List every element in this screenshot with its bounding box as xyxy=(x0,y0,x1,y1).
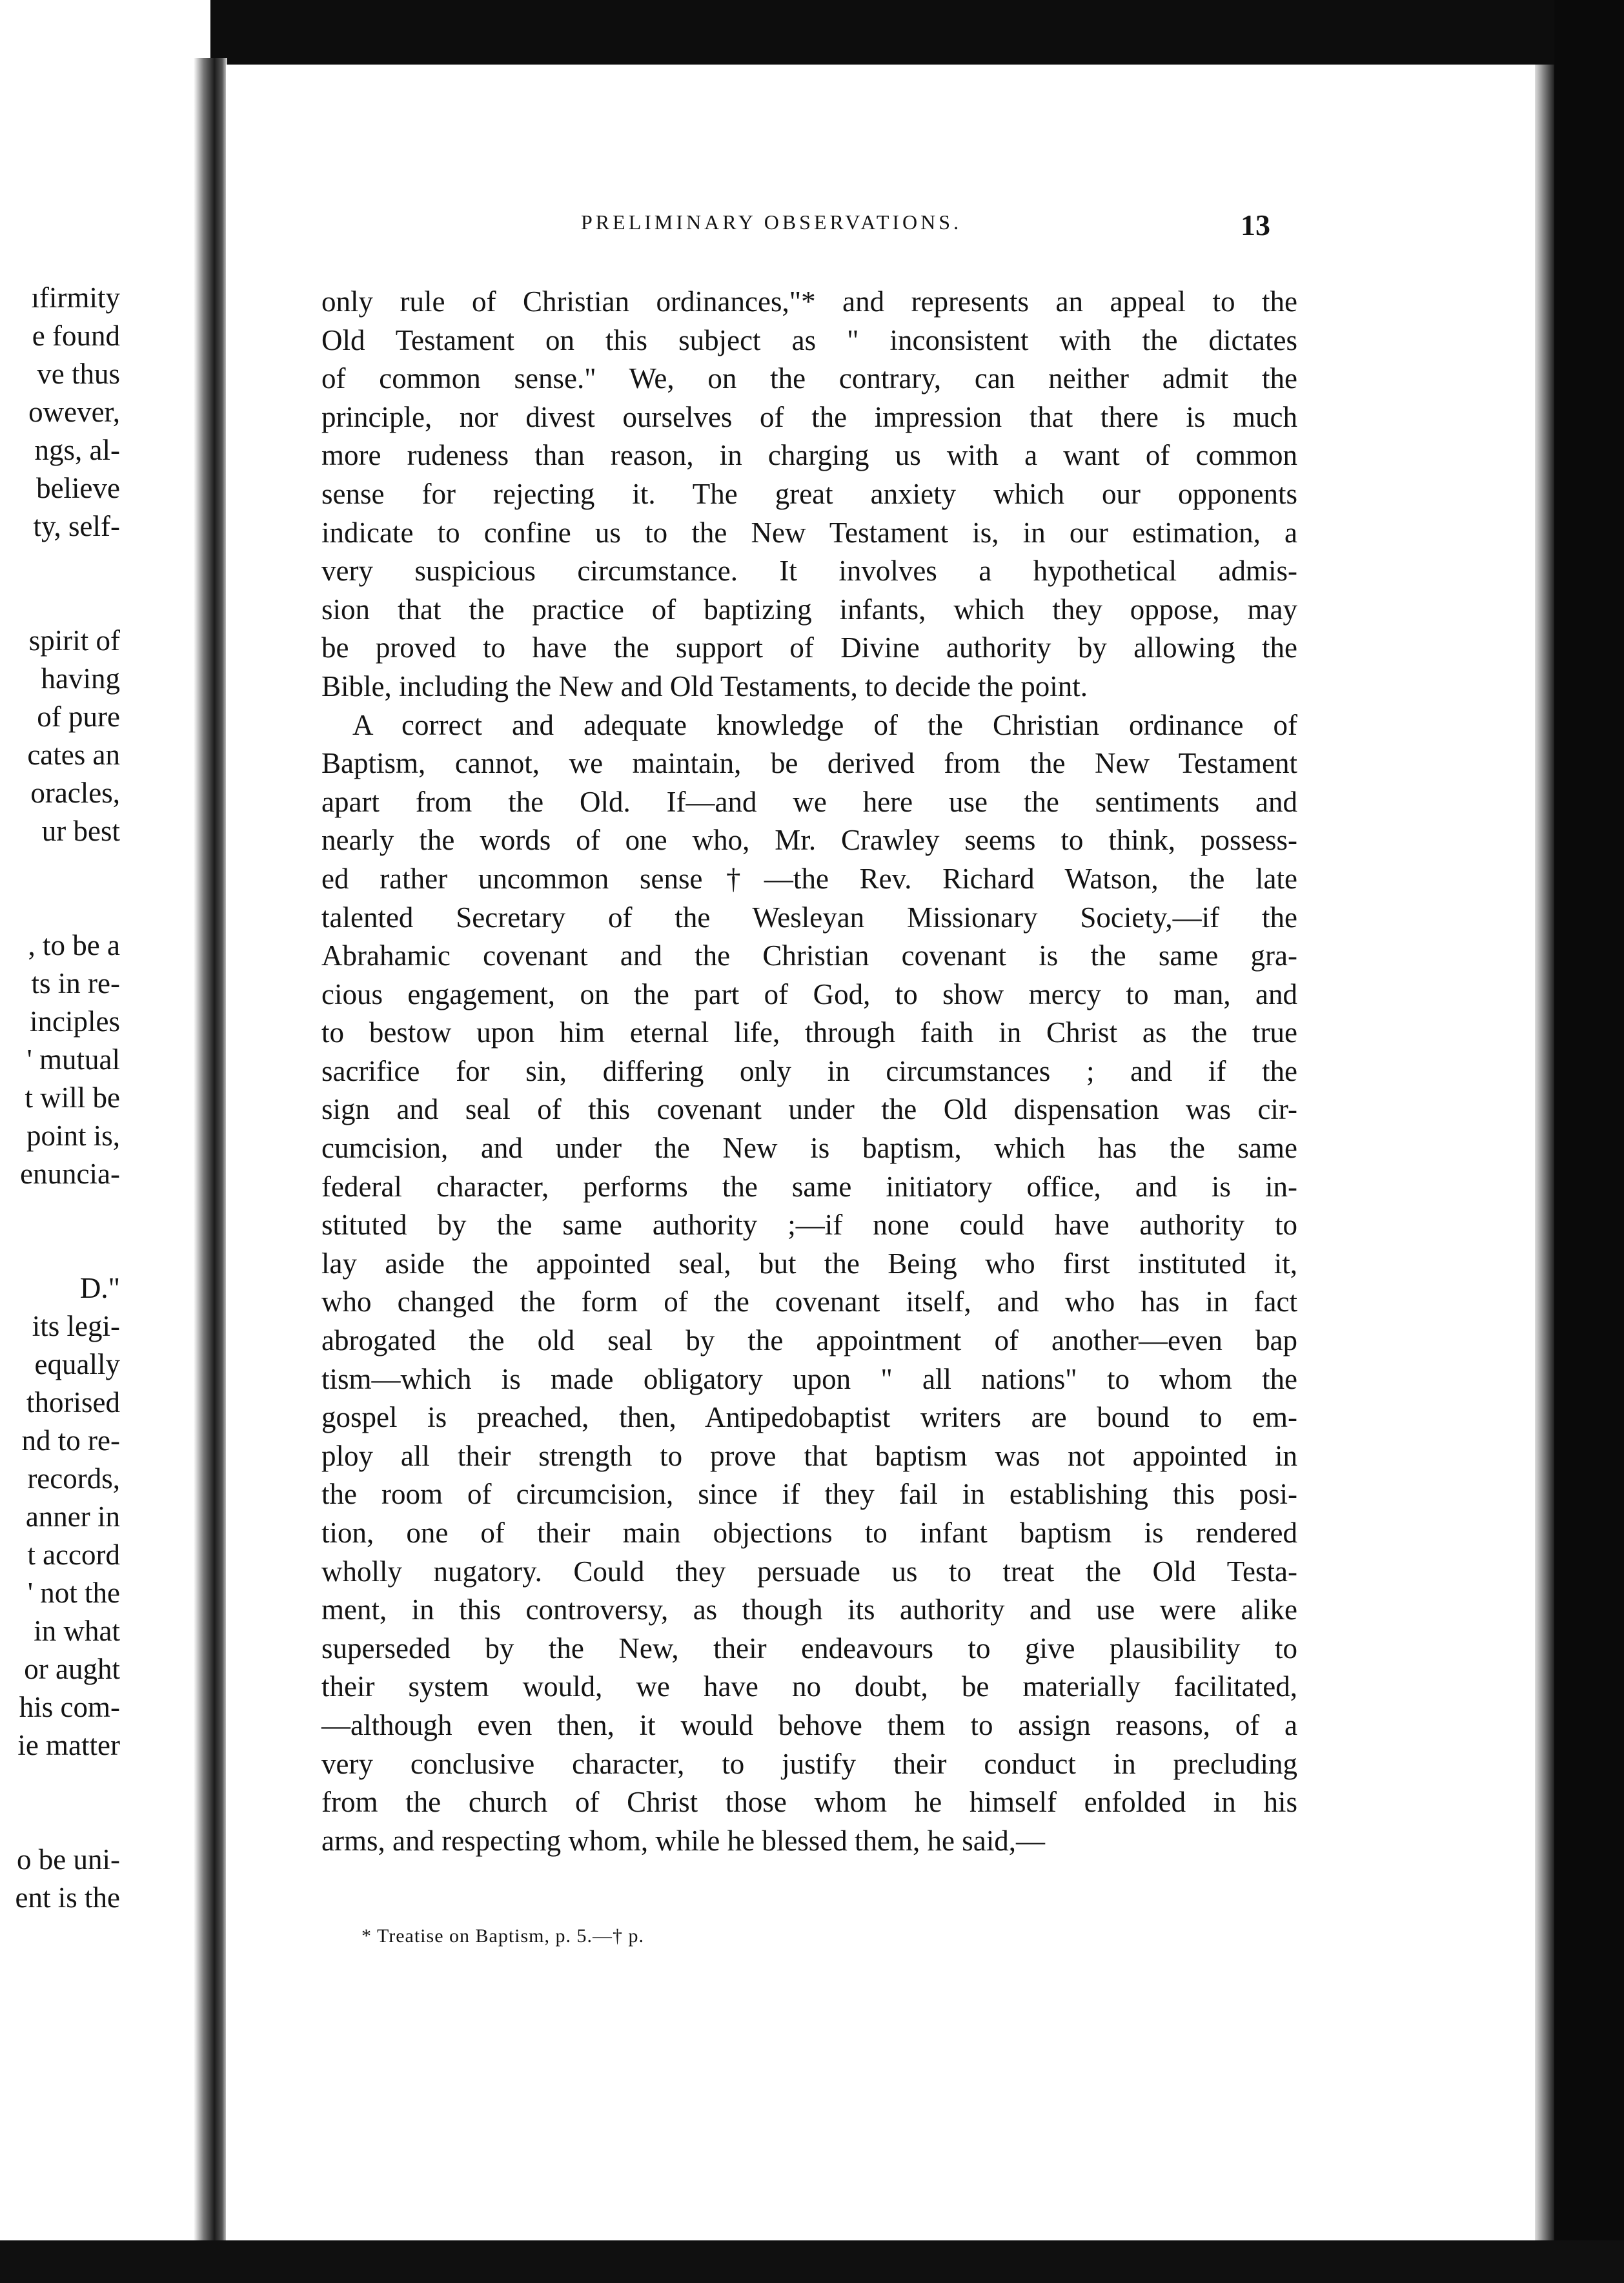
body-line: their system would, we have no doubt, be materially facilitated, xyxy=(321,1670,1297,1703)
body-line: sense for rejecting it. The great anxiety which our opponents xyxy=(321,477,1297,510)
left-page-line xyxy=(0,584,120,622)
body-line: Bible, including the New and Old Testaments, to decide the point. xyxy=(321,670,1088,702)
left-page-line xyxy=(0,546,120,584)
body-line: ment, in this controversy, as though its authority and use were alike xyxy=(321,1593,1297,1626)
left-page-line: cates an xyxy=(27,739,120,771)
body-line: apart from the Old. If—and we here use the sentiments and xyxy=(321,785,1297,818)
left-page-line: thorised xyxy=(26,1386,120,1418)
left-page-line: of pure xyxy=(37,701,120,733)
body-line: from the church of Christ those whom he himself enfolded in his xyxy=(321,1786,1297,1819)
scan-right-border xyxy=(1554,0,1624,2283)
left-page-line: records, xyxy=(27,1462,120,1495)
scan-bottom-border xyxy=(0,2240,1624,2283)
left-page-line: enuncia- xyxy=(20,1158,120,1190)
body-line: the room of circumcision, since if they fail in establishing this posi- xyxy=(321,1478,1297,1511)
body-line: Abrahamic covenant and the Christian covenant is the same gra- xyxy=(321,939,1297,972)
left-facing-page xyxy=(0,0,210,2240)
left-page-line: ıfirmity xyxy=(31,282,120,314)
left-page-line: spirit of xyxy=(28,624,120,657)
body-line: only rule of Christian ordinances,"* and represents an appeal to the xyxy=(321,285,1297,318)
body-line: lay aside the appointed seal, but the Being who first instituted it, xyxy=(321,1247,1297,1280)
body-line: be proved to have the support of Divine authority by allowing the xyxy=(321,631,1297,664)
body-line: ed rather uncommon sense†—the Rev. Richard Watson, the late xyxy=(321,862,1297,895)
body-line: to bestow upon him eternal life, through faith in Christ as the true xyxy=(321,1016,1297,1049)
scan-top-border xyxy=(0,0,1624,65)
left-page-line: ie matter xyxy=(17,1729,120,1761)
left-page-line: anner in xyxy=(25,1500,120,1533)
body-line: sion that the practice of baptizing infants, which they oppose, may xyxy=(321,593,1297,626)
left-page-line: believe xyxy=(36,472,120,504)
body-line: stituted by the same authority ;—if none could have authority to xyxy=(321,1209,1297,1242)
body-line: talented Secretary of the Wesleyan Missionary Society,—if the xyxy=(321,901,1297,934)
left-page-line: e found xyxy=(32,320,120,352)
page-edge-shadow xyxy=(1535,65,1554,2247)
left-page-line: having xyxy=(41,662,120,695)
left-page-line: t accord xyxy=(27,1539,120,1571)
body-line: more rudeness than reason, in charging us with a want of common xyxy=(321,439,1297,472)
body-line: who changed the form of the covenant itself, and who has in fact xyxy=(321,1285,1297,1318)
body-line: tion, one of their main objections to infant baptism is rendered xyxy=(321,1517,1297,1549)
left-page-text-column xyxy=(0,279,120,1917)
body-line: —although even then, it would behove them to assign reasons, of a xyxy=(321,1708,1297,1741)
left-page-line: ent is the xyxy=(15,1881,120,1914)
left-page-line xyxy=(0,1193,120,1231)
body-line: nearly the words of one who, Mr. Crawley seems to think, possess- xyxy=(321,824,1297,857)
left-page-line: oracles, xyxy=(30,777,120,809)
left-page-line: his com- xyxy=(19,1691,120,1723)
body-line: sign and seal of this covenant under the Old dispensation was cir- xyxy=(321,1093,1297,1126)
body-line: principle, nor divest ourselves of the impression that there is much xyxy=(321,400,1297,433)
left-page-line: ts in re- xyxy=(31,967,120,999)
left-page-line: , to be a xyxy=(28,929,120,961)
body-line: very suspicious circumstance. It involves a hypothetical admis- xyxy=(321,555,1297,588)
footnote: * Treatise on Baptism, p. 5.—† p. xyxy=(361,1925,645,1947)
left-page-line: point is, xyxy=(26,1120,120,1152)
body-line: federal character, performs the same initiatory office, and is in- xyxy=(321,1170,1297,1203)
body-line: A correct and adequate knowledge of the Christian ordinance of xyxy=(352,708,1297,741)
left-page-line: or aught xyxy=(24,1653,120,1685)
left-page-line: its legi- xyxy=(32,1310,120,1342)
left-page-line xyxy=(0,850,120,888)
left-page-line xyxy=(0,1765,120,1803)
body-line: cious engagement, on the part of God, to show mercy to man, and xyxy=(321,978,1297,1010)
body-line: wholly nugatory. Could they persuade us to treat the Old Testa- xyxy=(321,1555,1297,1588)
body-line: Baptism, cannot, we maintain, be derived from the New Testament xyxy=(321,747,1297,780)
left-page-line: nd to re- xyxy=(21,1424,120,1457)
left-page-line: in what xyxy=(34,1615,120,1647)
body-line: superseded by the New, their endeavours to give plausibility to xyxy=(321,1632,1297,1664)
left-page-line: owever, xyxy=(28,396,120,428)
book-gutter xyxy=(194,58,227,2240)
left-page-line xyxy=(0,1803,120,1841)
body-line: cumcision, and under the New is baptism, which has the same xyxy=(321,1132,1297,1165)
left-page-line: D." xyxy=(79,1272,120,1304)
left-page-line: ve thus xyxy=(37,358,120,390)
body-line: sacrifice for sin, differing only in circumstances ; and if the xyxy=(321,1054,1297,1087)
running-head: PRELIMINARY OBSERVATIONS. xyxy=(581,210,962,234)
body-line: very conclusive character, to justify their conduct in precluding xyxy=(321,1747,1297,1780)
left-page-line: inciples xyxy=(30,1005,120,1038)
left-page-line xyxy=(0,1231,120,1269)
body-line: gospel is preached, then, Antipedobaptist writers are bound to em- xyxy=(321,1401,1297,1434)
left-page-line: t will be xyxy=(25,1081,120,1114)
body-line: arms, and respecting whom, while he blessed them, he said,— xyxy=(321,1824,1045,1857)
body-line: Old Testament on this subject as " inconsistent with the dictates xyxy=(321,323,1297,356)
body-line: ploy all their strength to prove that baptism was not appointed in xyxy=(321,1439,1297,1472)
left-page-line: equally xyxy=(34,1348,120,1380)
body-text xyxy=(321,283,1297,1860)
body-line: indicate to confine us to the New Testament is, in our estimation, a xyxy=(321,516,1297,549)
left-page-line: ty, self- xyxy=(33,510,120,542)
left-page-line: ' not the xyxy=(27,1577,120,1609)
page-number: 13 xyxy=(1241,209,1270,241)
left-page-line: ngs, al- xyxy=(34,434,120,466)
left-page-line: o be uni- xyxy=(17,1843,120,1876)
left-page-line xyxy=(0,888,120,927)
body-line: of common sense." We, on the contrary, can neither admit the xyxy=(321,362,1297,395)
left-page-line: ur best xyxy=(41,815,120,847)
body-line: abrogated the old seal by the appointment of another—even bap xyxy=(321,1324,1297,1357)
body-line: tism—which is made obligatory upon " all nations" to whom the xyxy=(321,1362,1297,1395)
left-page-line: ' mutual xyxy=(26,1043,120,1076)
